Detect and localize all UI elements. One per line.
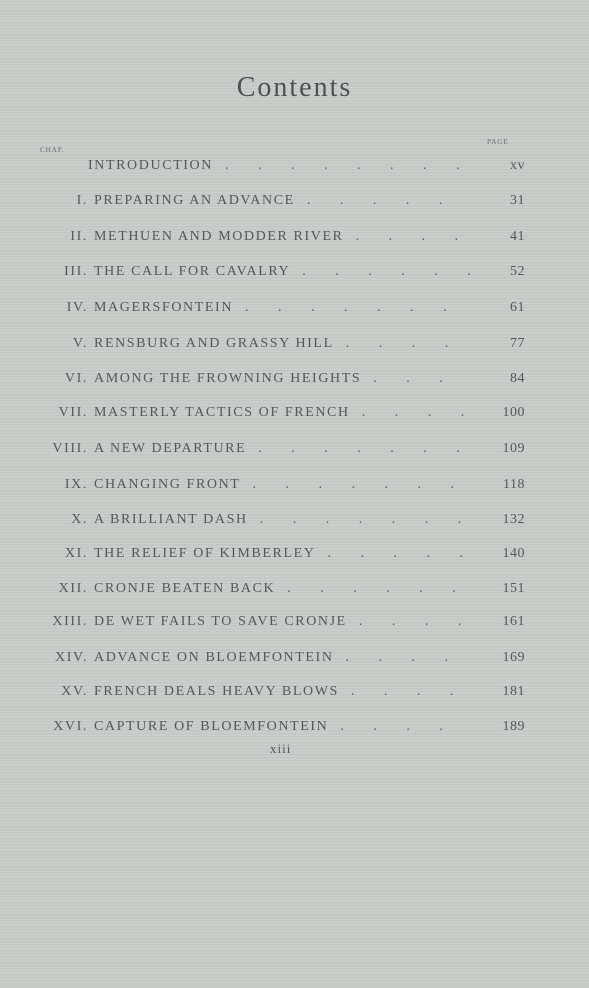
dot-leader: . . . .	[345, 650, 449, 665]
chapter-title: INTRODUCTION	[88, 158, 213, 173]
chapter-number: IX.	[64, 477, 88, 492]
page-number: xv	[510, 158, 525, 173]
chapter-title: METHUEN AND MODDER RIVER	[94, 229, 344, 244]
chapter-number: XV.	[61, 684, 88, 699]
page-number: 161	[502, 614, 525, 629]
chapter-title: A BRILLIANT DASH	[94, 512, 248, 527]
chapter-number: I.	[76, 193, 88, 208]
page-number: 52	[510, 264, 525, 279]
chapter-number: VIII.	[52, 441, 88, 456]
page-folio: xiii	[270, 741, 292, 756]
toc-entry	[0, 512, 589, 534]
chapter-number: XVI.	[53, 719, 88, 734]
dot-leader: . . . .	[355, 229, 459, 244]
toc-entry	[0, 614, 589, 636]
dot-leader: . . . .	[361, 405, 465, 420]
dot-leader: . . . .	[350, 684, 454, 699]
toc-entry	[0, 441, 589, 463]
toc-entry	[0, 405, 589, 427]
dot-leader: . . . . . .	[287, 581, 456, 596]
chapter-number: XII.	[58, 581, 88, 596]
chapter-number: V.	[72, 336, 88, 351]
page-column-header: PAGE	[487, 138, 509, 146]
chapter-title: CHANGING FRONT	[94, 477, 241, 492]
chapter-number: X.	[71, 512, 88, 527]
page-number: 169	[502, 650, 525, 665]
toc-entry	[0, 193, 589, 215]
chapter-number: XI.	[64, 546, 88, 561]
page-number: 100	[502, 405, 525, 420]
dot-leader: . . .	[373, 371, 443, 386]
chapter-title: CRONJE BEATEN BACK	[93, 581, 276, 596]
chapter-title: MASTERLY TACTICS OF FRENCH	[93, 405, 350, 420]
dot-leader: . . . . . .	[302, 264, 471, 279]
chapter-title: FRENCH DEALS HEAVY BLOWS	[93, 684, 339, 699]
toc-entry	[0, 546, 589, 568]
chapter-number: VI.	[64, 371, 88, 386]
chapter-number: III.	[64, 264, 88, 279]
page-number: 109	[502, 441, 525, 456]
dot-leader: . . . . .	[306, 193, 443, 208]
toc-entry	[0, 158, 589, 180]
chapter-title: PREPARING AN ADVANCE	[94, 193, 295, 208]
toc-entry	[0, 650, 589, 672]
chapter-title: A NEW DEPARTURE	[93, 441, 247, 456]
dot-leader: . . . . . . . .	[224, 158, 460, 173]
dot-leader: . . . . . . .	[245, 300, 447, 315]
chapter-number: VII.	[58, 405, 88, 420]
dot-leader: . . . . . . .	[252, 477, 454, 492]
page-number: 151	[502, 581, 525, 596]
page-number: 189	[502, 719, 525, 734]
toc-entry	[0, 371, 589, 393]
chapter-number: II.	[70, 229, 88, 244]
toc-entry	[0, 581, 589, 603]
toc-entry	[0, 336, 589, 358]
page-number: 61	[510, 300, 525, 315]
page-number: 140	[502, 546, 525, 561]
toc-entry	[0, 300, 589, 322]
chapter-title: MAGERSFONTEIN	[94, 300, 234, 315]
toc-entry	[0, 477, 589, 499]
page-number: 31	[510, 193, 525, 208]
page-number: 77	[510, 336, 525, 351]
page-number: 118	[503, 477, 525, 492]
page-number: 84	[510, 371, 525, 386]
chapter-number: IV.	[66, 300, 88, 315]
dot-leader: . . . . . . .	[258, 441, 460, 456]
page-number: 41	[510, 229, 525, 244]
chapter-title: ADVANCE ON BLOEMFONTEIN	[93, 650, 334, 665]
toc-entry	[0, 264, 589, 286]
chapter-title: AMONG THE FROWNING HEIGHTS	[94, 371, 362, 386]
chapter-title: CAPTURE OF BLOEMFONTEIN	[93, 719, 329, 734]
dot-leader: . . . . . . .	[259, 512, 462, 527]
chapter-column-header: CHAP.	[40, 146, 65, 154]
toc-entry	[0, 719, 589, 741]
page-number: 132	[502, 512, 525, 527]
toc-entry	[0, 229, 589, 251]
dot-leader: . . . .	[340, 719, 443, 734]
dot-leader: . . . . .	[327, 546, 464, 561]
chapter-title: THE CALL FOR CAVALRY	[94, 264, 291, 279]
chapter-title: DE WET FAILS TO SAVE CRONJE	[93, 614, 347, 629]
dot-leader: . . . .	[345, 336, 449, 351]
dot-leader: . . . .	[358, 614, 462, 629]
page-title: Contents	[236, 72, 353, 103]
toc-entry	[0, 684, 589, 706]
chapter-title: RENSBURG AND GRASSY HILL	[94, 336, 334, 351]
chapter-number: XIII.	[52, 614, 88, 629]
chapter-number: XIV.	[55, 650, 88, 665]
page-number: 181	[502, 684, 525, 699]
chapter-title: THE RELIEF OF KIMBERLEY	[94, 546, 316, 561]
